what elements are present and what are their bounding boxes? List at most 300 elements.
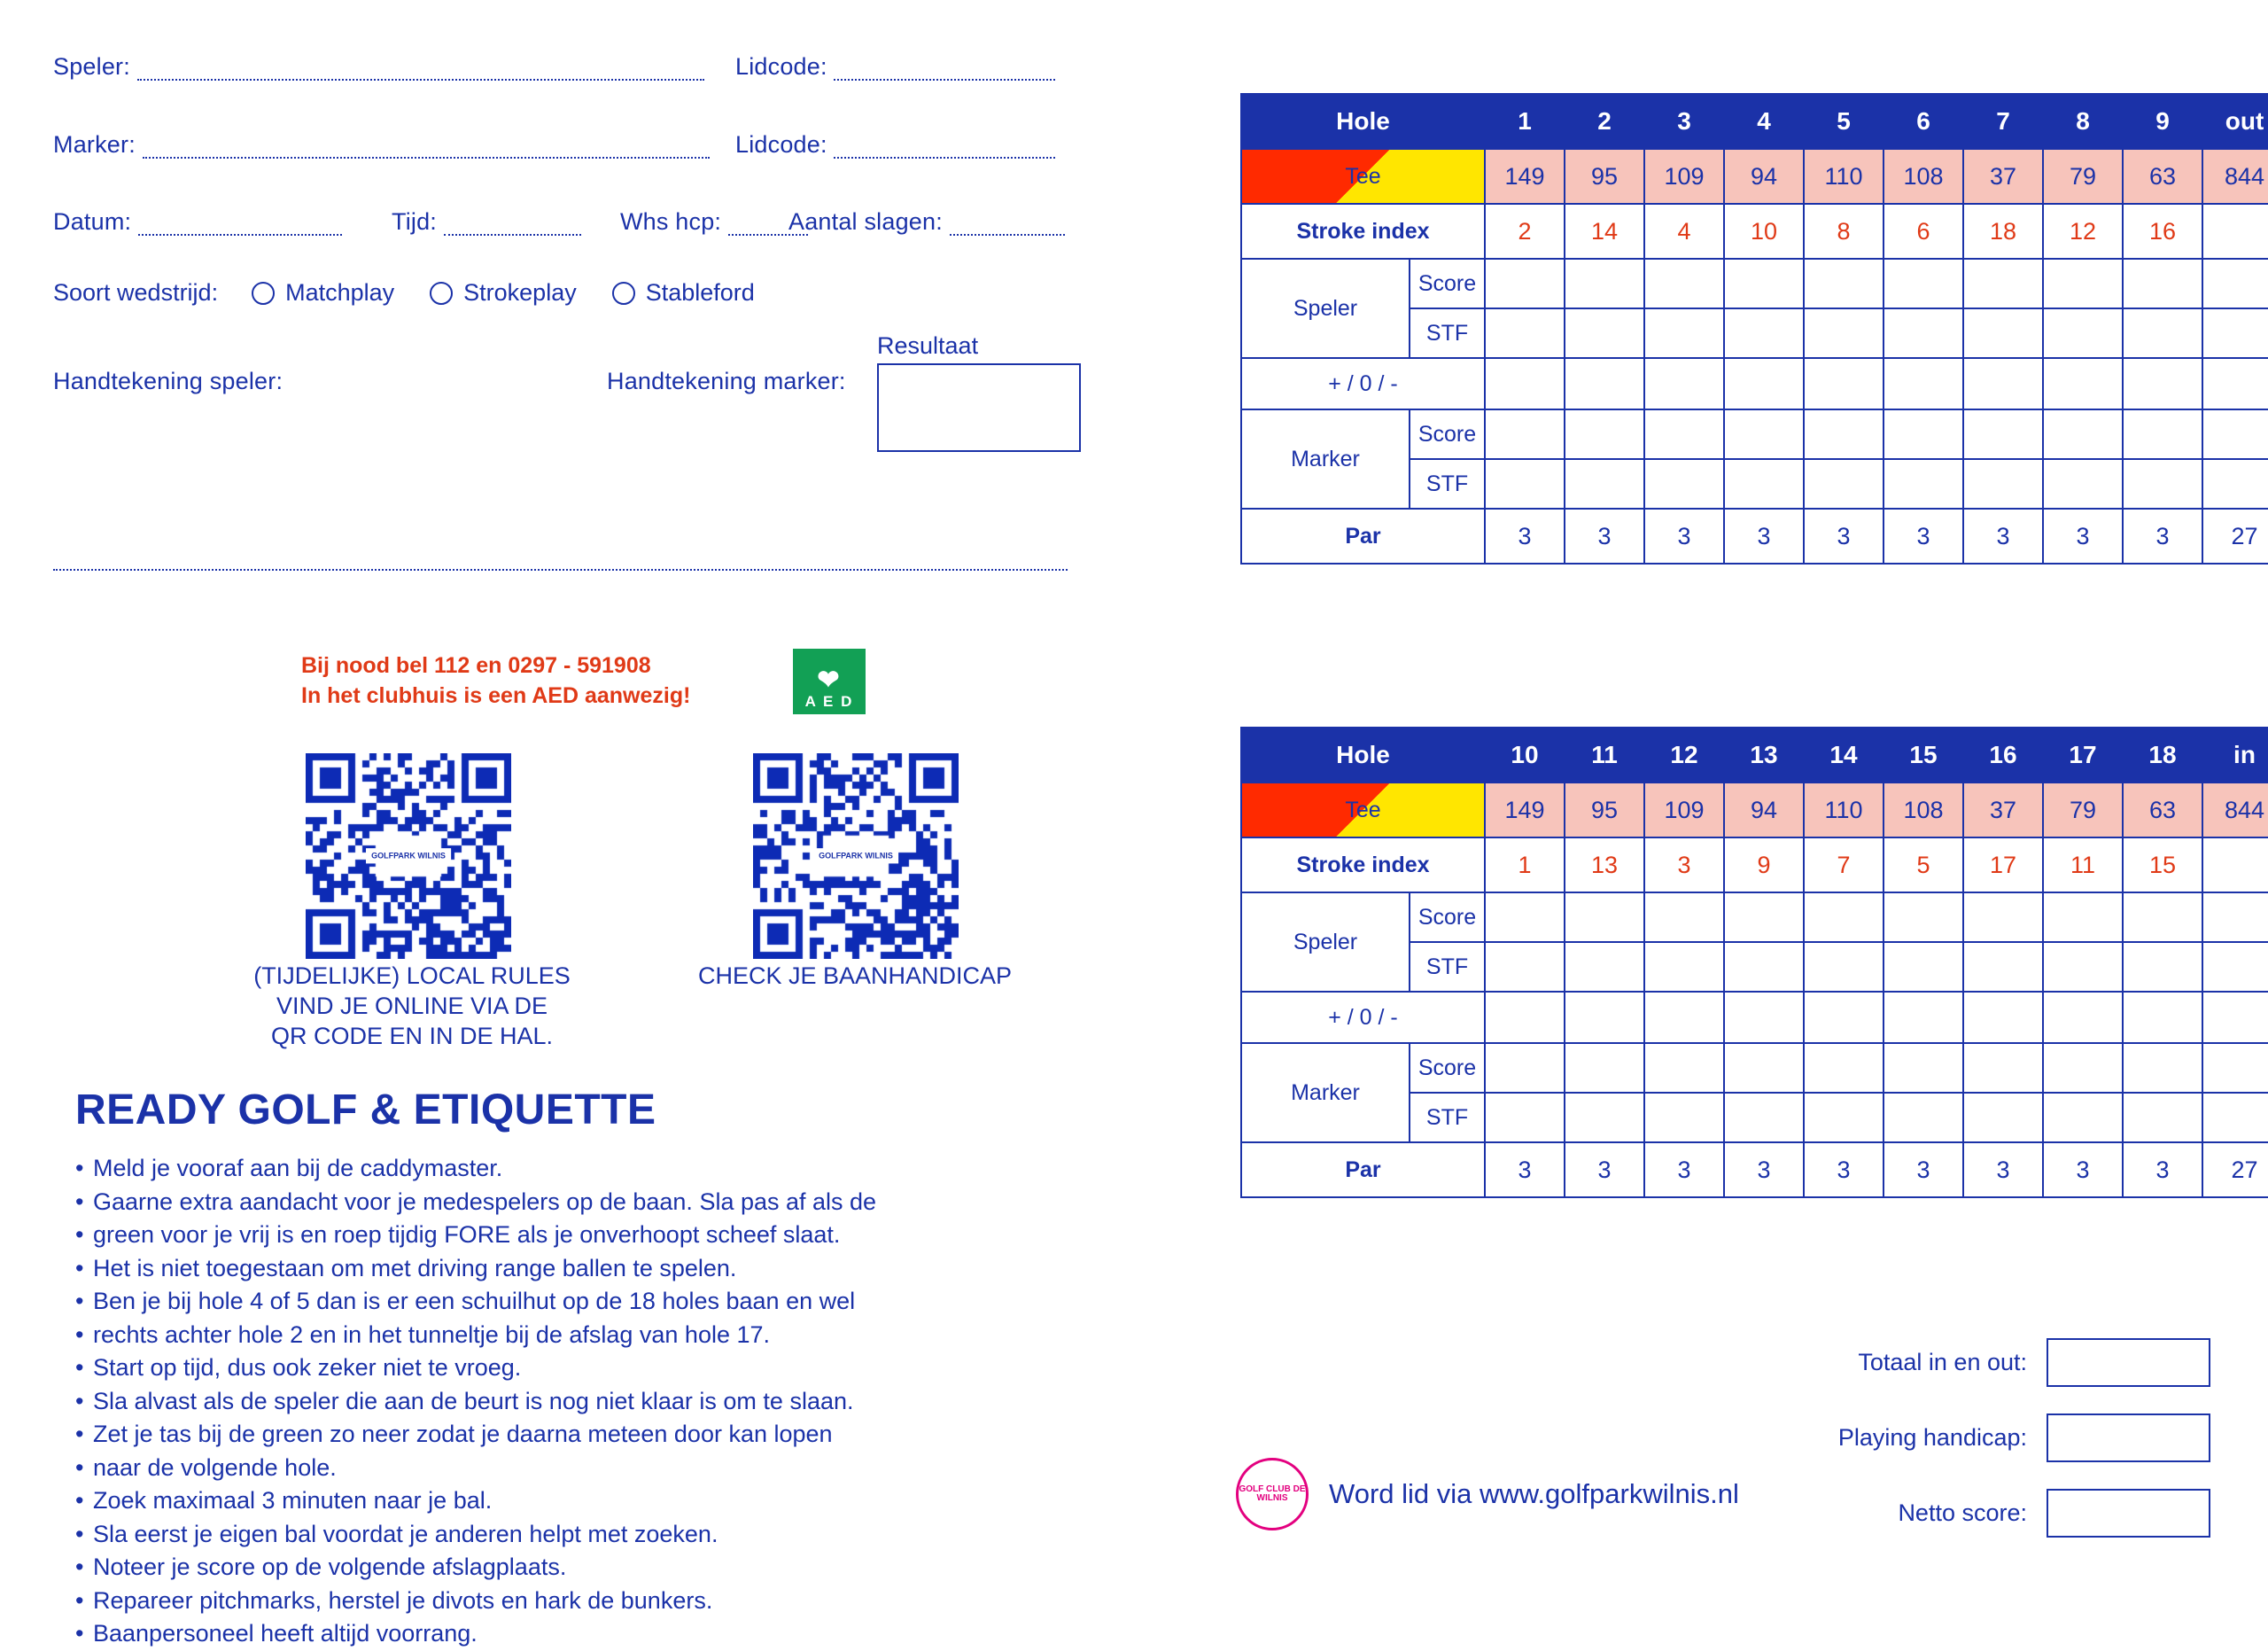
etiquette-item xyxy=(75,1484,1094,1518)
marker-score-cell-15[interactable] xyxy=(1884,1043,1963,1093)
stroke-index-total xyxy=(2202,837,2268,892)
label-speler: Speler: xyxy=(53,53,130,80)
header-hole-17: 17 xyxy=(2043,728,2123,783)
bullet-icon: • xyxy=(75,1188,84,1215)
marker-score-label: Score xyxy=(1410,1043,1485,1093)
stroke-index-13: 9 xyxy=(1724,837,1804,892)
total-input-netto-score[interactable] xyxy=(2047,1489,2210,1538)
stroke-index-10: 1 xyxy=(1485,837,1565,892)
plusminus-cell-18[interactable] xyxy=(2123,992,2202,1043)
plusminus-cell-6[interactable] xyxy=(1884,358,1963,409)
aed-label: A E D xyxy=(804,693,854,710)
radio-matchplay[interactable] xyxy=(252,282,275,305)
header-total-label: in xyxy=(2202,728,2268,783)
marker-stf-cell-3[interactable] xyxy=(1644,459,1724,509)
field-tijd xyxy=(392,208,581,236)
total-label-netto-score: Netto score: xyxy=(1898,1499,2027,1526)
speler-score-cell-17[interactable] xyxy=(2043,892,2123,942)
plusminus-cell-11[interactable] xyxy=(1565,992,1644,1043)
label-aantal-slagen: Aantal slagen: xyxy=(788,208,943,235)
header-hole-18: 18 xyxy=(2123,728,2202,783)
header-hole-5: 5 xyxy=(1804,94,1884,149)
speler-stf-cell-12[interactable] xyxy=(1644,942,1724,992)
etiquette-item xyxy=(75,1551,1094,1585)
marker-score-cell-10[interactable] xyxy=(1485,1043,1565,1093)
header-hole-label: Hole xyxy=(1241,728,1485,783)
marker-stf-label: STF xyxy=(1410,459,1485,509)
etiquette-item-text: Noteer je score op de volgende afslagplaats. xyxy=(93,1554,567,1581)
radio-stableford[interactable] xyxy=(612,282,635,305)
plusminus-cell-5[interactable] xyxy=(1804,358,1884,409)
bullet-icon: • xyxy=(75,1221,84,1249)
input-tijd[interactable] xyxy=(444,216,581,236)
speler-stf-total[interactable] xyxy=(2202,942,2268,992)
speler-score-label: Score xyxy=(1410,259,1485,308)
tee-length-total: 844 xyxy=(2202,783,2268,837)
speler-score-cell-6[interactable] xyxy=(1884,259,1963,308)
header-hole-8: 8 xyxy=(2043,94,2123,149)
stroke-index-1: 2 xyxy=(1485,204,1565,259)
plusminus-label: + / 0 / - xyxy=(1241,992,1485,1043)
speler-stf-total[interactable] xyxy=(2202,308,2268,358)
etiquette-item xyxy=(75,1418,1094,1452)
bullet-icon: • xyxy=(75,1320,84,1348)
marker-score-cell-6[interactable] xyxy=(1884,409,1963,459)
etiquette-item xyxy=(75,1351,1094,1385)
header-hole-16: 16 xyxy=(1963,728,2043,783)
tee-length-2: 95 xyxy=(1565,149,1644,204)
label-lidcode-speler: Lidcode: xyxy=(735,53,827,80)
marker-stf-cell-17[interactable] xyxy=(2043,1093,2123,1142)
speler-stf-cell-6[interactable] xyxy=(1884,308,1963,358)
field-marker xyxy=(53,131,710,159)
marker-stf-cell-2[interactable] xyxy=(1565,459,1644,509)
footer-membership-text: Word lid via www.golfparkwilnis.nl xyxy=(1329,1478,1739,1509)
heart-icon: ❤ xyxy=(817,666,842,695)
speler-score-cell-3[interactable] xyxy=(1644,259,1724,308)
stroke-index-6: 6 xyxy=(1884,204,1963,259)
par-4: 3 xyxy=(1724,509,1804,564)
radio-strokeplay[interactable] xyxy=(430,282,453,305)
speler-score-cell-10[interactable] xyxy=(1485,892,1565,942)
speler-score-total[interactable] xyxy=(2202,259,2268,308)
tee-length-16: 37 xyxy=(1963,783,2043,837)
marker-stf-cell-1[interactable] xyxy=(1485,459,1565,509)
par-13: 3 xyxy=(1724,1142,1804,1197)
stroke-index-3: 4 xyxy=(1644,204,1724,259)
plusminus-cell-2[interactable] xyxy=(1565,358,1644,409)
speler-score-cell-7[interactable] xyxy=(1963,259,2043,308)
speler-stf-label: STF xyxy=(1410,308,1485,358)
qr-caption-local-rules xyxy=(213,962,611,1051)
par-row xyxy=(1241,1142,2268,1197)
speler-stf-cell-9[interactable] xyxy=(2123,308,2202,358)
etiquette-item xyxy=(75,1285,1094,1319)
label-stableford: Stableford xyxy=(645,279,755,306)
etiquette-item-text: Gaarne extra aandacht voor je medespelers op de baan. Sla pas af als de xyxy=(93,1188,877,1215)
label-marker: Marker: xyxy=(53,131,136,158)
par-label: Par xyxy=(1241,1142,1485,1197)
etiquette-item-text: Meld je vooraf aan bij de caddymaster. xyxy=(93,1155,503,1181)
etiquette-title: READY GOLF & ETIQUETTE xyxy=(75,1086,656,1133)
marker-score-cell-5[interactable] xyxy=(1804,409,1884,459)
plusminus-row xyxy=(1241,358,2268,409)
total-input-in-out[interactable] xyxy=(2047,1338,2210,1387)
speler-stf-cell-1[interactable] xyxy=(1485,308,1565,358)
etiquette-item-text: rechts achter hole 2 en in het tunneltje bij de afslag van hole 17. xyxy=(93,1320,771,1348)
etiquette-item-text: Zet je tas bij de green zo neer zodat je daarna meteen door kan lopen xyxy=(93,1421,833,1448)
marker-stf-label: STF xyxy=(1410,1093,1485,1142)
header-hole-15: 15 xyxy=(1884,728,1963,783)
emergency-line-2: In het clubhuis is een AED aanwezig! xyxy=(301,682,691,708)
plusminus-cell-8[interactable] xyxy=(2043,358,2123,409)
stroke-index-16: 17 xyxy=(1963,837,2043,892)
qr-logo-2: GOLFPARK WILNIS xyxy=(813,848,898,863)
plusminus-cell-14[interactable] xyxy=(1804,992,1884,1043)
speler-score-cell-8[interactable] xyxy=(2043,259,2123,308)
speler-score-cell-1[interactable] xyxy=(1485,259,1565,308)
header-hole-13: 13 xyxy=(1724,728,1804,783)
marker-stf-cell-9[interactable] xyxy=(2123,459,2202,509)
speler-stf-cell-10[interactable] xyxy=(1485,942,1565,992)
marker-score-label: Score xyxy=(1410,409,1485,459)
plusminus-cell-4[interactable] xyxy=(1724,358,1804,409)
speler-stf-cell-18[interactable] xyxy=(2123,942,2202,992)
tee-row xyxy=(1241,783,2268,837)
marker-score-cell-2[interactable] xyxy=(1565,409,1644,459)
speler-score-cell-15[interactable] xyxy=(1884,892,1963,942)
stroke-index-4: 10 xyxy=(1724,204,1804,259)
speler-stf-cell-8[interactable] xyxy=(2043,308,2123,358)
stroke-index-14: 7 xyxy=(1804,837,1884,892)
input-marker[interactable] xyxy=(143,139,710,159)
stroke-index-total xyxy=(2202,204,2268,259)
par-1: 3 xyxy=(1485,509,1565,564)
field-whs-hcp xyxy=(620,208,808,236)
speler-label: Speler xyxy=(1241,259,1410,358)
par-label: Par xyxy=(1241,509,1485,564)
par-17: 3 xyxy=(2043,1142,2123,1197)
marker-score-cell-4[interactable] xyxy=(1724,409,1804,459)
handtekening-marker-text: Handtekening marker: xyxy=(607,368,846,394)
marker-stf-cell-13[interactable] xyxy=(1724,1093,1804,1142)
marker-score-cell-14[interactable] xyxy=(1804,1043,1884,1093)
tee-length-1: 149 xyxy=(1485,149,1565,204)
speler-stf-cell-3[interactable] xyxy=(1644,308,1724,358)
header-hole-3: 3 xyxy=(1644,94,1724,149)
speler-score-cell-13[interactable] xyxy=(1724,892,1804,942)
tee-length-10: 149 xyxy=(1485,783,1565,837)
etiquette-item-text: naar de volgende hole. xyxy=(93,1453,337,1481)
marker-stf-cell-10[interactable] xyxy=(1485,1093,1565,1142)
total-input-playing-handicap[interactable] xyxy=(2047,1413,2210,1462)
par-15: 3 xyxy=(1884,1142,1963,1197)
plusminus-cell-3[interactable] xyxy=(1644,358,1724,409)
input-datum[interactable] xyxy=(138,216,342,236)
marker-score-total[interactable] xyxy=(2202,409,2268,459)
emergency-line-1: Bij nood bel 112 en 0297 - 591908 xyxy=(301,653,651,678)
total-row-netto-score xyxy=(1683,1489,2210,1538)
header-hole-14: 14 xyxy=(1804,728,1884,783)
field-datum xyxy=(53,208,342,236)
etiquette-item-text: Baanpersoneel heeft altijd voorrang. xyxy=(93,1620,478,1647)
header-hole-6: 6 xyxy=(1884,94,1963,149)
speler-score-cell-11[interactable] xyxy=(1565,892,1644,942)
etiquette-item-text: Het is niet toegestaan om met driving range ballen te spelen. xyxy=(93,1254,737,1281)
speler-score-cell-4[interactable] xyxy=(1724,259,1804,308)
par-9: 3 xyxy=(2123,509,2202,564)
bullet-icon: • xyxy=(75,1421,84,1448)
marker-score-row xyxy=(1241,1043,2268,1093)
header-hole-1: 1 xyxy=(1485,94,1565,149)
tee-label: Tee xyxy=(1241,149,1485,204)
marker-score-cell-11[interactable] xyxy=(1565,1043,1644,1093)
speler-stf-cell-16[interactable] xyxy=(1963,942,2043,992)
tee-length-18: 63 xyxy=(2123,783,2202,837)
plusminus-cell-7[interactable] xyxy=(1963,358,2043,409)
speler-score-cell-12[interactable] xyxy=(1644,892,1724,942)
scorecard-header-row xyxy=(1241,728,2268,783)
speler-score-cell-16[interactable] xyxy=(1963,892,2043,942)
bullet-icon: • xyxy=(75,1620,84,1647)
marker-score-cell-3[interactable] xyxy=(1644,409,1724,459)
speler-stf-cell-11[interactable] xyxy=(1565,942,1644,992)
par-total: 27 xyxy=(2202,509,2268,564)
speler-stf-cell-5[interactable] xyxy=(1804,308,1884,358)
marker-score-cell-18[interactable] xyxy=(2123,1043,2202,1093)
stroke-index-2: 14 xyxy=(1565,204,1644,259)
plusminus-total[interactable] xyxy=(2202,358,2268,409)
bullet-icon: • xyxy=(75,1288,84,1315)
bullet-icon: • xyxy=(75,1254,84,1281)
plusminus-cell-15[interactable] xyxy=(1884,992,1963,1043)
header-hole-12: 12 xyxy=(1644,728,1724,783)
total-label-playing-handicap: Playing handicap: xyxy=(1837,1424,2027,1451)
header-hole-7: 7 xyxy=(1963,94,2043,149)
marker-stf-cell-18[interactable] xyxy=(2123,1093,2202,1142)
marker-label: Marker xyxy=(1241,1043,1410,1142)
par-12: 3 xyxy=(1644,1142,1724,1197)
speler-score-label: Score xyxy=(1410,892,1485,942)
input-lidcode-speler[interactable] xyxy=(834,61,1055,81)
marker-stf-cell-14[interactable] xyxy=(1804,1093,1884,1142)
input-lidcode-marker[interactable] xyxy=(834,139,1055,159)
marker-score-cell-16[interactable] xyxy=(1963,1043,2043,1093)
plusminus-label: + / 0 / - xyxy=(1241,358,1485,409)
marker-score-cell-8[interactable] xyxy=(2043,409,2123,459)
stroke-index-11: 13 xyxy=(1565,837,1644,892)
label-soort-wedstrijd: Soort wedstrijd: xyxy=(53,279,219,306)
plusminus-cell-13[interactable] xyxy=(1724,992,1804,1043)
label-matchplay: Matchplay xyxy=(285,279,395,306)
speler-score-cell-2[interactable] xyxy=(1565,259,1644,308)
field-aantal-slagen xyxy=(788,208,1065,236)
stroke-index-8: 12 xyxy=(2043,204,2123,259)
etiquette-item xyxy=(75,1385,1094,1419)
tee-length-5: 110 xyxy=(1804,149,1884,204)
tee-length-12: 109 xyxy=(1644,783,1724,837)
tee-row xyxy=(1241,149,2268,204)
speler-stf-cell-2[interactable] xyxy=(1565,308,1644,358)
qr-caption-1-line-2: VIND JE ONLINE VIA DE xyxy=(276,992,548,1019)
stroke-index-18: 15 xyxy=(2123,837,2202,892)
etiquette-item xyxy=(75,1152,1094,1186)
header-hole-label: Hole xyxy=(1241,94,1485,149)
bullet-icon: • xyxy=(75,1554,84,1581)
aed-icon xyxy=(793,649,866,714)
etiquette-item xyxy=(75,1585,1094,1618)
qr-code-local-rules[interactable] xyxy=(306,753,511,959)
scorecard-back-nine xyxy=(1240,727,2268,1198)
total-label-in-out: Totaal in en out: xyxy=(1858,1349,2027,1375)
speler-stf-cell-4[interactable] xyxy=(1724,308,1804,358)
etiquette-item xyxy=(75,1518,1094,1552)
bullet-icon: • xyxy=(75,1453,84,1481)
marker-score-cell-17[interactable] xyxy=(2043,1043,2123,1093)
plusminus-cell-1[interactable] xyxy=(1485,358,1565,409)
header-hole-10: 10 xyxy=(1485,728,1565,783)
divider xyxy=(53,569,1068,571)
plusminus-cell-12[interactable] xyxy=(1644,992,1724,1043)
marker-stf-cell-4[interactable] xyxy=(1724,459,1804,509)
field-speler xyxy=(53,53,704,81)
plusminus-cell-16[interactable] xyxy=(1963,992,2043,1043)
marker-stf-cell-6[interactable] xyxy=(1884,459,1963,509)
marker-score-total[interactable] xyxy=(2202,1043,2268,1093)
field-lidcode-marker xyxy=(735,131,1055,159)
etiquette-item xyxy=(75,1319,1094,1352)
label-lidcode-marker: Lidcode: xyxy=(735,131,827,158)
par-row xyxy=(1241,509,2268,564)
qr-code-baanhandicap[interactable] xyxy=(753,753,959,959)
scorecard-header-row xyxy=(1241,94,2268,149)
par-11: 3 xyxy=(1565,1142,1644,1197)
header-hole-2: 2 xyxy=(1565,94,1644,149)
marker-stf-cell-16[interactable] xyxy=(1963,1093,2043,1142)
input-speler[interactable] xyxy=(137,61,704,81)
etiquette-item-text: Ben je bij hole 4 of 5 dan is er een schuilhut op de 18 holes baan en wel xyxy=(93,1288,856,1315)
speler-score-row xyxy=(1241,892,2268,942)
header-hole-9: 9 xyxy=(2123,94,2202,149)
stroke-index-12: 3 xyxy=(1644,837,1724,892)
marker-stf-cell-15[interactable] xyxy=(1884,1093,1963,1142)
par-5: 3 xyxy=(1804,509,1884,564)
marker-score-cell-1[interactable] xyxy=(1485,409,1565,459)
plusminus-row xyxy=(1241,992,2268,1043)
bullet-icon: • xyxy=(75,1354,84,1382)
par-18: 3 xyxy=(2123,1142,2202,1197)
speler-stf-cell-13[interactable] xyxy=(1724,942,1804,992)
etiquette-list xyxy=(75,1152,1094,1651)
bullet-icon: • xyxy=(75,1520,84,1547)
etiquette-item xyxy=(75,1617,1094,1651)
qr-caption-1-line-1: (TIJDELIJKE) LOCAL RULES xyxy=(253,962,571,989)
etiquette-item xyxy=(75,1252,1094,1286)
tee-length-15: 108 xyxy=(1884,783,1963,837)
club-logo-icon xyxy=(1236,1458,1309,1530)
label-tijd: Tijd: xyxy=(392,208,438,235)
marker-score-cell-9[interactable] xyxy=(2123,409,2202,459)
scorecard-front-nine xyxy=(1240,93,2268,565)
etiquette-item xyxy=(75,1452,1094,1485)
speler-stf-cell-14[interactable] xyxy=(1804,942,1884,992)
par-6: 3 xyxy=(1884,509,1963,564)
tee-length-17: 79 xyxy=(2043,783,2123,837)
marker-score-cell-7[interactable] xyxy=(1963,409,2043,459)
stroke-index-9: 16 xyxy=(2123,204,2202,259)
label-strokeplay: Strokeplay xyxy=(463,279,577,306)
par-2: 3 xyxy=(1565,509,1644,564)
tee-length-6: 108 xyxy=(1884,149,1963,204)
label-handtekening-speler xyxy=(53,368,283,395)
marker-stf-cell-12[interactable] xyxy=(1644,1093,1724,1142)
tee-length-3: 109 xyxy=(1644,149,1724,204)
speler-score-cell-14[interactable] xyxy=(1804,892,1884,942)
par-3: 3 xyxy=(1644,509,1724,564)
marker-score-cell-12[interactable] xyxy=(1644,1043,1724,1093)
speler-score-cell-18[interactable] xyxy=(2123,892,2202,942)
plusminus-total[interactable] xyxy=(2202,992,2268,1043)
qr-caption-2-line-1: CHECK JE BAANHANDICAP xyxy=(697,962,1013,989)
plusminus-cell-10[interactable] xyxy=(1485,992,1565,1043)
plusminus-cell-17[interactable] xyxy=(2043,992,2123,1043)
handtekening-speler-text: Handtekening speler: xyxy=(53,368,284,394)
marker-stf-cell-11[interactable] xyxy=(1565,1093,1644,1142)
speler-stf-cell-7[interactable] xyxy=(1963,308,2043,358)
tee-length-14: 110 xyxy=(1804,783,1884,837)
speler-stf-cell-17[interactable] xyxy=(2043,942,2123,992)
label-whs-hcp: Whs hcp: xyxy=(620,208,722,235)
marker-stf-cell-8[interactable] xyxy=(2043,459,2123,509)
par-16: 3 xyxy=(1963,1142,2043,1197)
marker-score-cell-13[interactable] xyxy=(1724,1043,1804,1093)
marker-label: Marker xyxy=(1241,409,1410,509)
speler-score-total[interactable] xyxy=(2202,892,2268,942)
par-8: 3 xyxy=(2043,509,2123,564)
par-total: 27 xyxy=(2202,1142,2268,1197)
speler-stf-cell-15[interactable] xyxy=(1884,942,1963,992)
input-aantal-slagen[interactable] xyxy=(950,216,1065,236)
marker-stf-cell-7[interactable] xyxy=(1963,459,2043,509)
marker-stf-total[interactable] xyxy=(2202,1093,2268,1142)
tee-length-13: 94 xyxy=(1724,783,1804,837)
par-10: 3 xyxy=(1485,1142,1565,1197)
bullet-icon: • xyxy=(75,1487,84,1515)
total-row-in-out xyxy=(1683,1338,2210,1387)
etiquette-item-text: Zoek maximaal 3 minuten naar je bal. xyxy=(93,1487,493,1515)
stroke-index-row xyxy=(1241,204,2268,259)
par-14: 3 xyxy=(1804,1142,1884,1197)
stroke-index-row xyxy=(1241,837,2268,892)
etiquette-item xyxy=(75,1186,1094,1219)
tee-label: Tee xyxy=(1241,783,1485,837)
input-resultaat[interactable] xyxy=(877,363,1081,452)
header-total-label: out xyxy=(2202,94,2268,149)
bullet-icon: • xyxy=(75,1586,84,1614)
tee-length-4: 94 xyxy=(1724,149,1804,204)
speler-score-cell-9[interactable] xyxy=(2123,259,2202,308)
speler-score-cell-5[interactable] xyxy=(1804,259,1884,308)
etiquette-item-text: Sla alvast als de speler die aan de beurt is nog niet klaar is om te slaan. xyxy=(93,1387,854,1414)
marker-stf-cell-5[interactable] xyxy=(1804,459,1884,509)
bullet-icon: • xyxy=(75,1387,84,1414)
club-logo-text: GOLF CLUB DE WILNIS xyxy=(1239,1484,1306,1503)
marker-stf-total[interactable] xyxy=(2202,459,2268,509)
par-7: 3 xyxy=(1963,509,2043,564)
plusminus-cell-9[interactable] xyxy=(2123,358,2202,409)
qr-caption-1-line-3: QR CODE EN IN DE HAL. xyxy=(270,1022,554,1049)
stroke-index-label: Stroke index xyxy=(1241,837,1485,892)
